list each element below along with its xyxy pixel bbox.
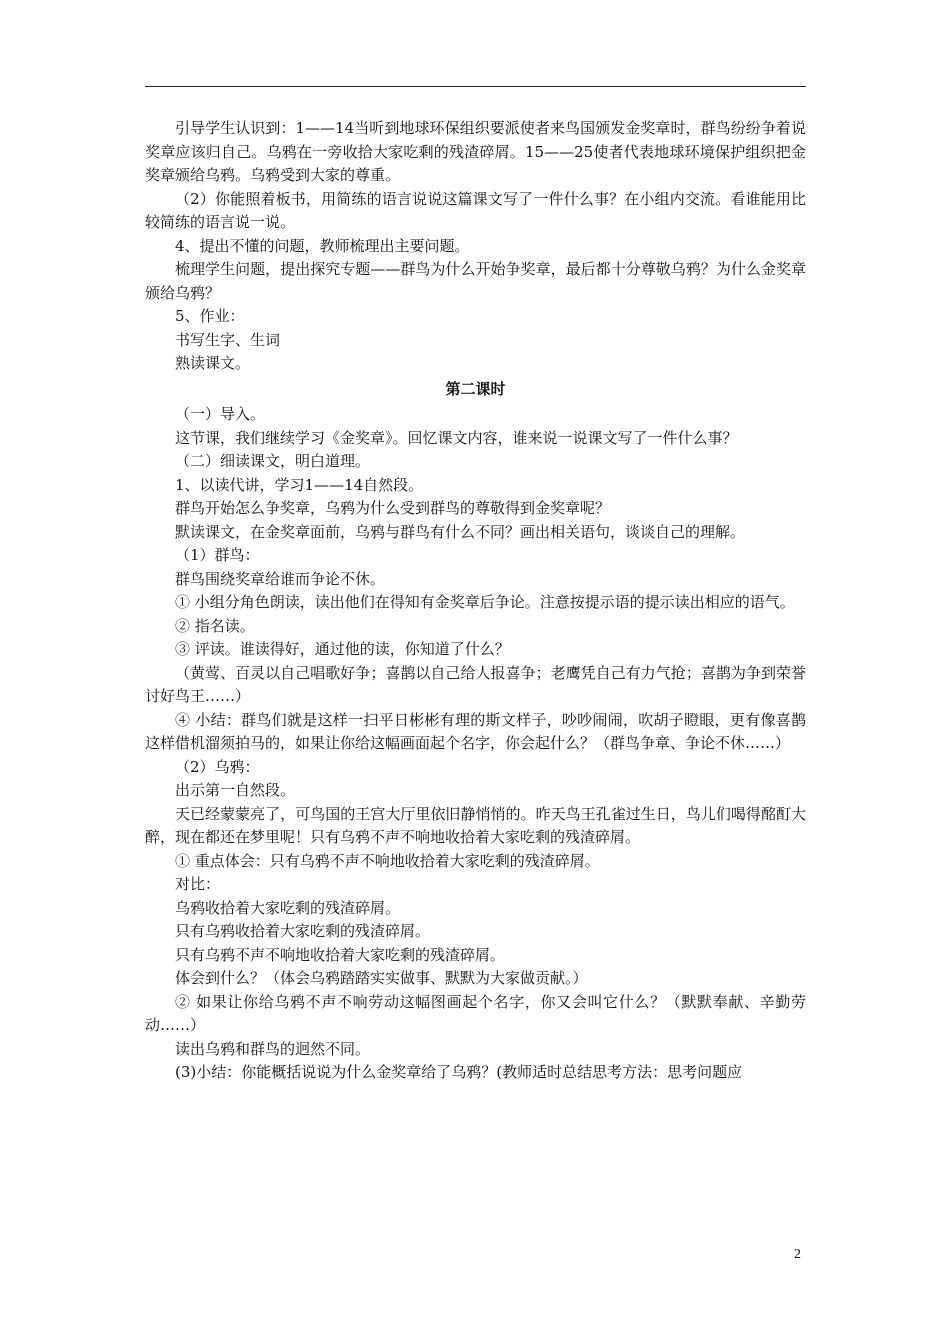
paragraph: ③ 评读。谁读得好，通过他的读，你知道了什么？ [175, 640, 510, 658]
paragraph: 书写生字、生词 [175, 330, 281, 349]
paragraph: 出示第一自然段。 [175, 781, 296, 799]
paragraph: 群鸟围绕奖章给谁而争论不休。 [175, 569, 386, 588]
paragraph: 熟读课文。 [175, 354, 251, 372]
paragraph: 天已经蒙蒙亮了，可鸟国的王宫大厅里依旧静悄悄的。昨天鸟王孔雀过生日，鸟儿们喝得酩酊大醉，现在都还在梦里呢！只有乌鸦不声不响地收拾着大家吃剩的残渣碎屑。 [145, 804, 806, 846]
paragraph: （2）乌鸦： [175, 757, 260, 776]
paragraph: 群鸟开始怎么争奖章，乌鸦为什么受到群鸟的尊敬得到金奖章呢？ [175, 499, 611, 517]
paragraph: （黄莺、百灵以自己唱歌好争；喜鹊以自己给人报喜争；老鹰凭自己有力气抢；喜鹊为争到荣誉讨好鸟王……） [145, 663, 806, 705]
page-number: 2 [794, 1247, 801, 1262]
paragraph: 体会到什么？（体会乌鸦踏踏实实做事、默默为大家做贡献。） [175, 969, 588, 987]
paragraph: ② 如果让你给乌鸦不声不响劳动这幅图画起个名字，你又会叫它什么？（默默奉献、辛勤劳动……） [145, 992, 806, 1034]
paragraph: 读出乌鸦和群鸟的迥然不同。 [175, 1039, 371, 1058]
paragraph: 5、作业： [175, 307, 245, 325]
paragraph: 对比： [175, 875, 221, 893]
document-body [145, 117, 806, 1085]
header-rule [145, 86, 806, 87]
paragraph: 乌鸦收拾着大家吃剩的残渣碎屑。 [175, 898, 401, 917]
paragraph: 4、提出不懂的问题，教师梳理出主要问题。 [175, 236, 470, 255]
paragraph: 1、以读代讲，学习1——14自然段。 [175, 475, 424, 494]
paragraph: （二）细读课文，明白道理。 [175, 452, 371, 470]
paragraph: ④ 小结：群鸟们就是这样一扫平日彬彬有理的斯文样子，吵吵闹闹，吹胡子瞪眼，更有像喜鹊这样借机溜须拍马的，如果让你给这幅画面起个名字，你会起什么？（群鸟争章、争论不休……） [145, 710, 806, 752]
paragraph: 引导学生认识到：1——14当听到地球环保组织要派使者来鸟国颁发金奖章时，群鸟纷纷争着说奖章应该归自己。乌鸦在一旁收拾大家吃剩的残渣碎屑。15——25使者代表地球环境保护组织把金奖章颁给乌鸦。乌鸦受到大家的尊重。 [145, 119, 806, 184]
paragraph: ② 指名读。 [175, 616, 255, 635]
paragraph: (3)小结：你能概括说说为什么金奖章给了乌鸦？(教师适时总结思考方法：思考问题应 [175, 1063, 743, 1081]
paragraph: ① 小组分角色朗读，读出他们在得知有金奖章后争论。注意按提示语的提示读出相应的语气。 [175, 593, 795, 611]
paragraph: 只有乌鸦收拾着大家吃剩的残渣碎屑。 [175, 922, 431, 940]
paragraph: ① 重点体会：只有乌鸦不声不响地收拾着大家吃剩的残渣碎屑。 [175, 851, 600, 870]
section-heading: 第二课时 [445, 379, 506, 398]
paragraph: 只有乌鸦不声不响地收拾着大家吃剩的残渣碎屑。 [175, 945, 506, 964]
paragraph: （1）群鸟： [175, 546, 260, 564]
paragraph: 梳理学生问题，提出探究专题——群鸟为什么开始争奖章，最后都十分尊敬乌鸦？为什么金奖章颁给乌鸦？ [145, 260, 806, 302]
paragraph: （2）你能照着板书，用简练的语言说说这篇课文写了一件什么事？在小组内交流。看谁能用比较简练的语言说一说。 [145, 189, 806, 231]
paragraph: （一）导入。 [175, 405, 266, 423]
paragraph: 这节课，我们继续学习《金奖章》。回忆课文内容，谁来说一说课文写了一件什么事？ [175, 428, 738, 447]
paragraph: 默读课文，在金奖章面前，乌鸦与群鸟有什么不同？画出相关语句，谈谈自己的理解。 [175, 522, 746, 541]
